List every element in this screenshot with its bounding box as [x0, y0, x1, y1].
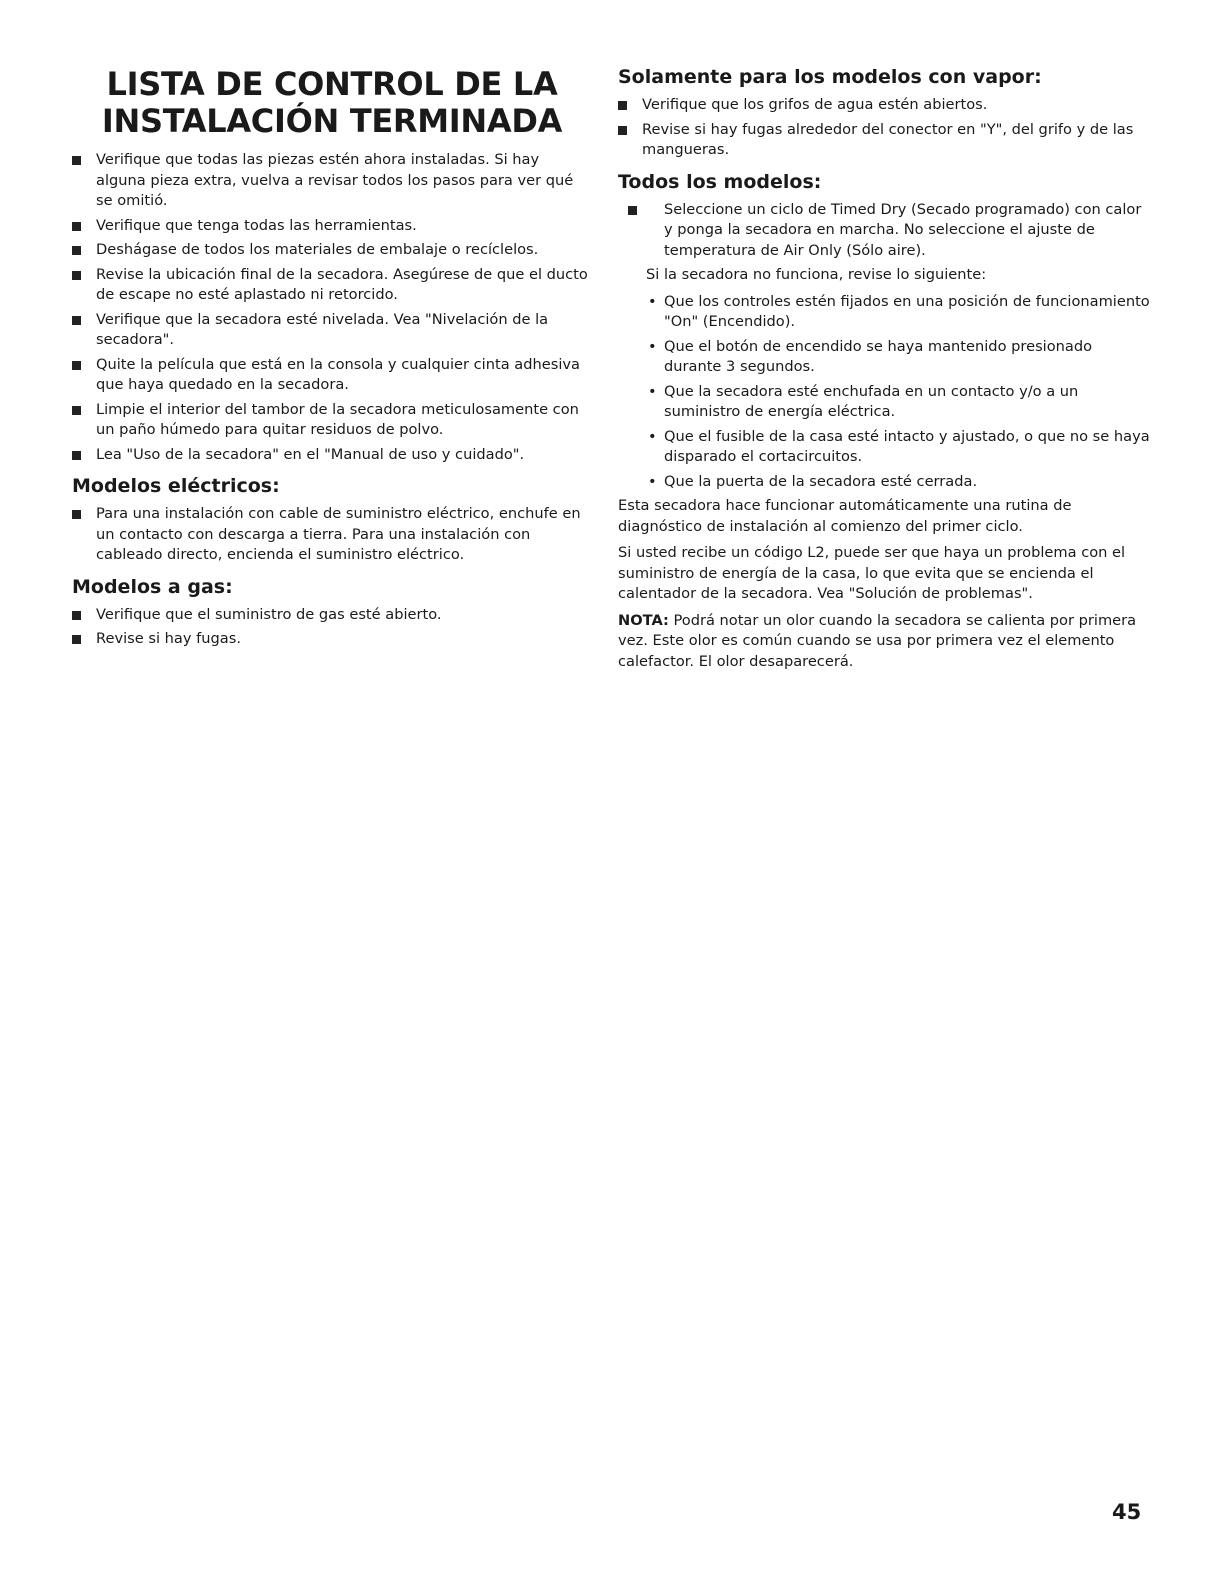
list-item [72, 629, 592, 650]
list-item-text: Revise la ubicación final de la secadora. Asegúrese de que el ducto de escape no esté aplastado ni retorcido. [96, 265, 588, 303]
list-item [72, 265, 592, 306]
page-title-line-1: LISTA DE CONTROL DE LA [106, 65, 558, 103]
left-column [72, 66, 592, 654]
list-item [646, 337, 1153, 378]
square-bullet-icon [618, 101, 627, 110]
list-item [72, 355, 592, 396]
square-bullet-icon [618, 126, 627, 135]
list-item-text: Seleccione un ciclo de Timed Dry (Secado programado) con calor y ponga la secadora en marcha. No seleccione el ajuste de temperatura de Air Only (Sólo aire). [664, 200, 1142, 259]
square-bullet-icon [72, 451, 81, 460]
list-item [646, 292, 1153, 333]
list-item [72, 150, 592, 212]
dot-bullet-icon: • [648, 337, 657, 355]
list-item-text: Deshágase de todos los materiales de embalaje o recíclelos. [96, 241, 539, 258]
all-models-heading: Todos los modelos: [618, 170, 822, 193]
list-item-text: Quite la película que está en la consola y cualquier cinta adhesiva que haya quedado en la secadora. [96, 355, 580, 393]
dot-bullet-icon: • [648, 382, 657, 400]
note-label: NOTA: [618, 611, 669, 629]
page-title-line-2: INSTALACIÓN TERMINADA [101, 102, 563, 140]
square-bullet-icon [72, 406, 81, 415]
all-models-list [618, 200, 1153, 262]
note-text: Podrá notar un olor cuando la secadora se calienta por primera vez. Este olor es común cuando se usa por primera vez el elemento calefactor. El olor desaparecerá. [618, 611, 1137, 670]
list-item [646, 427, 1153, 468]
list-item [72, 504, 592, 566]
l2-code-paragraph: Si usted recibe un código L2, puede ser que haya un problema con el suministro de energía de la casa, lo que evita que se encienda el calentador de la secadora. Vea "Solución de problemas". [618, 544, 1126, 602]
page-title [72, 66, 592, 140]
installation-checklist [72, 150, 592, 465]
list-item [72, 445, 592, 466]
steam-models-heading: Solamente para los modelos con vapor: [618, 66, 1042, 88]
list-item-text: Verifique que la secadora esté nivelada. Vea "Nivelación de la secadora". [96, 310, 549, 348]
page-number: 45 [1112, 1500, 1142, 1524]
steam-models-list [618, 95, 1153, 161]
list-item-text: Revise si hay fugas. [96, 630, 241, 647]
list-item-text: Verifique que el suministro de gas esté abierto. [96, 605, 442, 623]
electric-models-heading: Modelos eléctricos: [72, 475, 280, 497]
square-bullet-icon [72, 611, 81, 620]
square-bullet-icon [72, 271, 81, 280]
list-item [72, 605, 592, 626]
list-item-text: Que el botón de encendido se haya mantenido presionado durante 3 segundos. [664, 337, 1093, 375]
list-item-text: Que el fusible de la casa esté intacto y ajustado, o que no se haya disparado el cortacircuitos. [664, 427, 1150, 465]
list-item-text: Que la puerta de la secadora esté cerrada. [664, 472, 978, 490]
electric-models-list [72, 504, 592, 566]
square-bullet-icon [628, 206, 637, 215]
gas-models-heading: Modelos a gas: [72, 575, 233, 598]
list-item-text: Que los controles estén fijados en una posición de funcionamiento "On" (Encendido). [664, 292, 1150, 330]
square-bullet-icon [72, 635, 81, 644]
square-bullet-icon [72, 222, 81, 231]
list-item-text: Verifique que todas las piezas estén ahora instaladas. Si hay alguna pieza extra, vuelva a revisar todos los pasos para ver qué se omitió. [96, 151, 574, 209]
list-item [646, 472, 1153, 493]
list-item [72, 400, 592, 441]
list-item [618, 120, 1153, 161]
dot-bullet-icon: • [648, 472, 657, 490]
gas-models-list [72, 605, 592, 650]
square-bullet-icon [72, 510, 81, 519]
list-item [72, 216, 592, 237]
diagnostic-paragraph: Esta secadora hace funcionar automáticamente una rutina de diagnóstico de instalación al comienzo del primer ciclo. [618, 497, 1072, 535]
list-item-text: Que la secadora esté enchufada en un contacto y/o a un suministro de energía eléctrica. [664, 382, 1079, 420]
square-bullet-icon [72, 246, 81, 255]
right-column [618, 66, 1153, 678]
list-item [618, 95, 1153, 116]
square-bullet-icon [72, 156, 81, 165]
list-item-text: Lea "Uso de la secadora" en el "Manual de uso y cuidado". [96, 445, 525, 463]
note-paragraph [618, 611, 1153, 673]
troubleshoot-intro: Si la secadora no funciona, revise lo siguiente: [646, 266, 987, 283]
list-item-text: Verifique que los grifos de agua estén abiertos. [642, 96, 988, 113]
square-bullet-icon [72, 361, 81, 370]
list-item-text: Para una instalación con cable de suministro eléctrico, enchufe en un contacto con descarga a tierra. Para una instalación con cableado directo, encienda el suministro eléctrico. [96, 505, 581, 563]
list-item-text: Verifique que tenga todas las herramientas. [96, 216, 417, 234]
troubleshoot-checks [646, 292, 1153, 493]
list-item-text: Limpie el interior del tambor de la secadora meticulosamente con un paño húmedo para quitar residuos de polvo. [96, 400, 579, 438]
list-item [628, 200, 1153, 262]
dot-bullet-icon: • [648, 292, 657, 310]
list-item [646, 382, 1153, 423]
dot-bullet-icon: • [648, 427, 657, 445]
list-item [72, 310, 592, 351]
square-bullet-icon [72, 316, 81, 325]
list-item-text: Revise si hay fugas alrededor del conector en "Y", del grifo y de las mangueras. [642, 120, 1134, 158]
list-item [72, 240, 592, 261]
